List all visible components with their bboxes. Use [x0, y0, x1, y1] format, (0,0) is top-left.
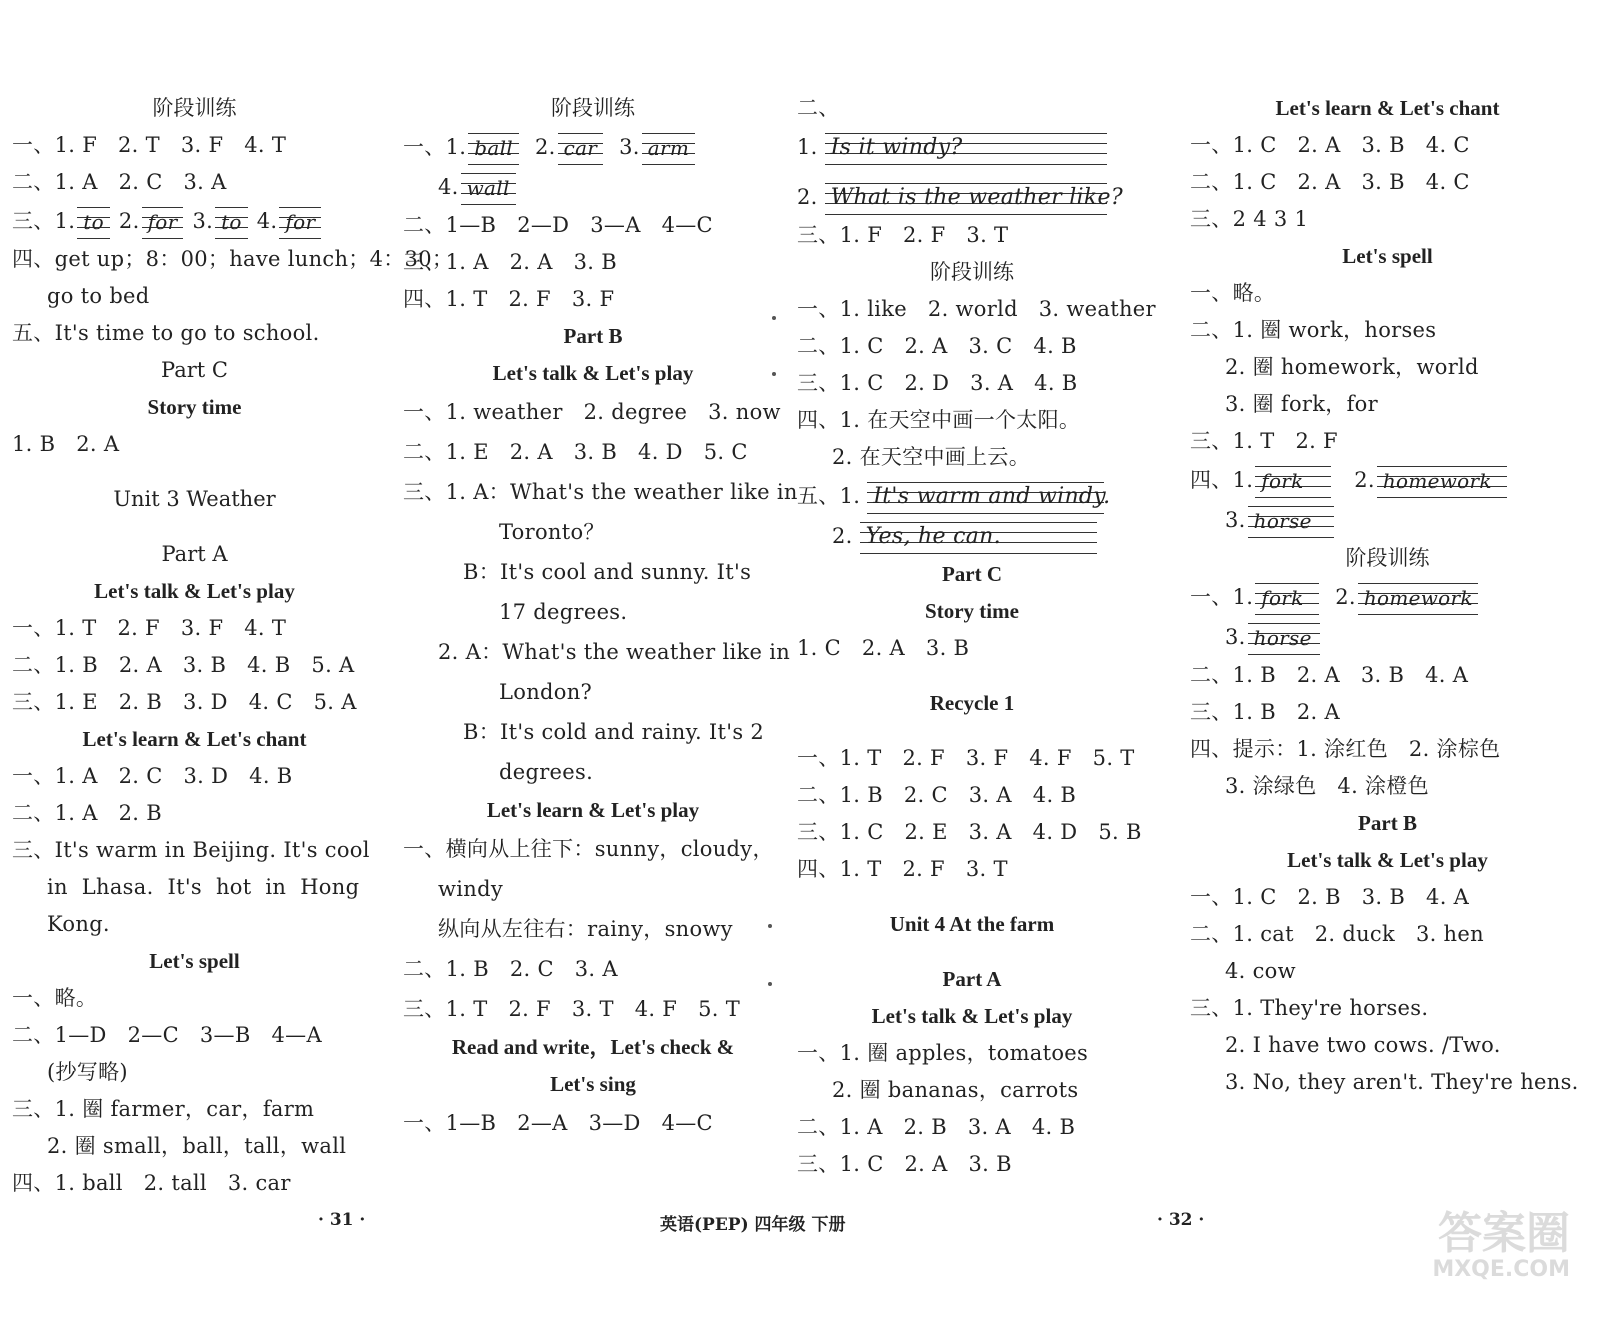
handwritten-sentence: What is the weather like?	[825, 183, 1107, 215]
answer-line-handwriting	[797, 516, 1147, 556]
answer-line: 二、1. A 2. B 3. A 4. B	[797, 1115, 1076, 1139]
part-heading: Part A	[161, 542, 228, 566]
handwritten-word: to	[77, 207, 110, 239]
answer-line: 一、1. C 2. A 3. B 4. C	[1190, 133, 1470, 157]
answer-line: degrees.	[499, 760, 594, 784]
handwritten-word: for	[142, 207, 184, 239]
page-number-right: · 32 ·	[1157, 1210, 1205, 1230]
answer-line: 四、1. 在天空中画一个太阳。	[797, 408, 1081, 432]
answer-line: 一、略。	[12, 986, 98, 1010]
unit-heading: Unit 3 Weather	[113, 487, 276, 511]
answer-line-handwriting	[1190, 617, 1585, 657]
answer-line: 三、1. F 2. F 3. T	[797, 223, 1009, 247]
section-heading: 阶段训练	[551, 96, 635, 120]
column-2	[403, 90, 798, 1143]
answer-line: 4. cow	[1225, 959, 1296, 983]
answer-line: 二、1. C 2. A 3. B 4. C	[1190, 170, 1470, 194]
part-heading: Part B	[1358, 811, 1417, 835]
part-heading: Part C	[161, 358, 228, 382]
handwritten-word: horse	[1248, 623, 1320, 655]
line-prefix: 一、1.	[1190, 585, 1254, 609]
answer-line: 3. No, they aren't. They're hens.	[1225, 1070, 1579, 1094]
item-number: 4.	[438, 175, 459, 199]
answer-line: 四、1. T 2. F 3. T	[797, 857, 1008, 881]
answer-line-handwriting	[797, 177, 1147, 217]
answer-line: 二、1. C 2. A 3. C 4. B	[797, 334, 1077, 358]
answer-line: 三、It's warm in Beijing. It's cool	[12, 838, 370, 862]
handwritten-sentence: It's warm and windy.	[867, 482, 1104, 514]
margin-dot	[768, 982, 772, 986]
answer-line-handwriting	[797, 127, 1147, 167]
column-1	[12, 90, 454, 1202]
item-number: 4.	[256, 209, 278, 233]
answer-line: London?	[499, 680, 593, 704]
margin-dot	[772, 316, 776, 320]
section-heading: 阶段训练	[1345, 546, 1430, 570]
answer-line: 2. 圈 bananas，carrots	[832, 1078, 1079, 1102]
answer-line: 2. 圈 small，ball，tall，wall	[47, 1134, 347, 1158]
answer-line: in Lhasa. It's hot in Hong	[47, 875, 360, 899]
answer-line: 三、1. A 2. A 3. B	[403, 250, 617, 274]
answer-line: (抄写略)	[47, 1060, 128, 1084]
answer-line: 一、1—B 2—A 3—D 4—C	[403, 1111, 713, 1135]
answer-line: 二、1. B 2. C 3. A 4. B	[797, 783, 1077, 807]
answer-line: 四、1. T 2. F 3. F	[403, 287, 615, 311]
section-heading: Let's learn & Let's chant	[82, 727, 307, 751]
section-heading: Let's spell	[1342, 244, 1433, 268]
section-heading: Let's learn & Let's play	[486, 798, 700, 822]
answer-line: 四、1. ball 2. tall 3. car	[12, 1171, 291, 1195]
answer-line: 三、1. 圈 farmer，car，farm	[12, 1097, 315, 1121]
answer-line-handwriting	[403, 167, 783, 207]
item-number: 3.	[1225, 508, 1246, 532]
handwritten-word: fork	[1255, 583, 1319, 615]
item-number: 2.	[534, 135, 556, 159]
answer-line: 1. C 2. A 3. B	[797, 636, 970, 660]
answer-line: 二、1. B 2. C 3. A	[403, 957, 618, 981]
handwritten-word: wall	[461, 173, 516, 205]
answer-line-handwriting	[1190, 577, 1585, 617]
section-heading: Let's talk & Let's play	[871, 1004, 1073, 1028]
answer-line: 一、1. A 2. C 3. D 4. B	[12, 764, 293, 788]
handwritten-word: horse	[1248, 506, 1334, 538]
section-heading: Story time	[925, 599, 1019, 623]
answer-line: 2. I have two cows. /Two.	[1225, 1033, 1501, 1057]
line-prefix: 一、1.	[403, 135, 467, 159]
section-heading: Story time	[147, 395, 242, 419]
answer-line: 三、1. C 2. D 3. A 4. B	[797, 371, 1078, 395]
section-heading: Let's talk & Let's play	[1287, 848, 1488, 872]
answer-line: 1. B 2. A	[12, 432, 120, 456]
answer-line: 一、略。	[1190, 281, 1276, 305]
section-heading: Read and write，Let's check &	[451, 1035, 735, 1059]
answer-line: 二、	[797, 96, 840, 120]
answer-line-handwriting	[1190, 460, 1585, 500]
answer-line: 三、1. E 2. B 3. D 4. C 5. A	[12, 690, 357, 714]
column-3	[797, 90, 1156, 1183]
answer-line: 17 degrees.	[499, 600, 628, 624]
answer-line: 二、1. B 2. A 3. B 4. A	[1190, 663, 1469, 687]
answer-line: 二、1—B 2—D 3—A 4—C	[403, 213, 713, 237]
handwritten-word: fork	[1255, 466, 1331, 498]
answer-line: 二、1. A 2. C 3. A	[12, 170, 227, 194]
margin-dot	[772, 372, 776, 376]
answer-line: 一、1. 圈 apples，tomatoes	[797, 1041, 1089, 1065]
answer-line: 3. 圈 fork，for	[1225, 392, 1378, 416]
answer-line: 一、1. C 2. B 3. B 4. A	[1190, 885, 1470, 909]
handwritten-word: for	[279, 207, 321, 239]
section-heading: Recycle 1	[929, 691, 1015, 715]
section-heading: 阶段训练	[152, 96, 237, 120]
answer-line: 二、1. 圈 work，horses	[1190, 318, 1437, 342]
answer-line: 一、1. like 2. world 3. weather	[797, 297, 1156, 321]
answer-line: 二、1. A 2. B	[12, 801, 162, 825]
answer-line: 四、get up；8：00；have lunch；4：30；	[12, 247, 454, 271]
item-number: 1.	[797, 135, 818, 159]
section-heading: Let's learn & Let's chant	[1275, 96, 1500, 120]
answer-line: 一、1. T 2. F 3. F 4. F 5. T	[797, 746, 1135, 770]
answer-line: 一、横向从上往下：sunny，cloudy，	[403, 837, 774, 861]
section-heading: Let's sing	[550, 1072, 636, 1096]
line-prefix: 四、1.	[1190, 468, 1254, 492]
section-heading: Let's talk & Let's play	[492, 361, 694, 385]
handwritten-word: homework	[1377, 466, 1507, 498]
part-heading: Part C	[941, 562, 1003, 586]
answer-line: 二、1. cat 2. duck 3. hen	[1190, 922, 1484, 946]
line-prefix: 五、1.	[797, 484, 861, 508]
handwritten-word: car	[558, 133, 604, 165]
answer-line: 二、1—D 2—C 3—B 4—A	[12, 1023, 322, 1047]
handwritten-word: homework	[1358, 583, 1478, 615]
answer-line: 三、1. T 2. F	[1190, 429, 1338, 453]
item-number: 3.	[1225, 625, 1246, 649]
answer-line: 三、1. A：What's the weather like in	[403, 480, 798, 504]
part-heading: Part B	[563, 324, 623, 348]
answer-line: 三、2 4 3 1	[1190, 207, 1309, 231]
answer-line: 3. 涂绿色 4. 涂橙色	[1225, 774, 1429, 798]
answer-line: 2. 在天空中画上云。	[832, 445, 1031, 469]
margin-dot	[768, 924, 772, 928]
handwritten-word: to	[215, 207, 248, 239]
answer-line: windy	[438, 877, 504, 901]
item-number: 2.	[1354, 468, 1375, 492]
part-heading: Part A	[942, 967, 1002, 991]
answer-line: 2. A：What's the weather like in	[438, 640, 791, 664]
answer-line: 一、1. F 2. T 3. F 4. T	[12, 133, 287, 157]
answer-line-handwriting	[12, 201, 377, 241]
watermark-line2: MXQE.COM	[1432, 1257, 1570, 1282]
item-number: 3.	[192, 209, 214, 233]
answer-line: 三、1. B 2. A	[1190, 700, 1340, 724]
answer-line-handwriting	[797, 476, 1147, 516]
item-number: 2.	[832, 524, 853, 548]
handwritten-word: ball	[468, 133, 519, 165]
answer-line: 三、1. They're horses.	[1190, 996, 1429, 1020]
answer-line-handwriting	[403, 127, 783, 167]
section-heading: 阶段训练	[930, 260, 1014, 284]
answer-line: 三、1. C 2. A 3. B	[797, 1152, 1012, 1176]
answer-line: 四、提示：1. 涂红色 2. 涂棕色	[1190, 737, 1501, 761]
watermark-logo	[1380, 1208, 1570, 1291]
book-title-footer: 英语(PEP) 四年级 下册	[660, 1215, 846, 1235]
answer-line: Toronto？	[499, 520, 605, 544]
item-number: 2.	[1335, 585, 1356, 609]
unit-heading: Unit 4 At the farm	[889, 912, 1055, 936]
answer-line: 五、It's time to go to school.	[12, 321, 320, 345]
handwritten-word: arm	[642, 133, 695, 165]
handwritten-sentence: Is it windy?	[825, 133, 1107, 165]
answer-line: 三、1. T 2. F 3. T 4. F 5. T	[403, 997, 741, 1021]
column-4	[1190, 90, 1585, 1101]
answer-line: 一、1. T 2. F 3. F 4. T	[12, 616, 287, 640]
answer-line-handwriting	[1190, 500, 1585, 540]
section-heading: Let's talk & Let's play	[94, 579, 295, 603]
watermark-line1: 答案圈	[1438, 1208, 1570, 1259]
item-number: 2.	[797, 185, 818, 209]
page-number-left: · 31 ·	[318, 1210, 366, 1230]
answer-line: 一、1. weather 2. degree 3. now	[403, 400, 781, 424]
answer-line: B：It's cold and rainy. It's 2	[463, 720, 765, 744]
section-heading: Let's spell	[149, 949, 240, 973]
answer-line: go to bed	[47, 284, 150, 308]
line-prefix: 三、1.	[12, 209, 76, 233]
item-number: 2.	[118, 209, 140, 233]
answer-line: 2. 圈 homework，world	[1225, 355, 1479, 379]
answer-line: 纵向从左往右：rainy，snowy	[438, 917, 733, 941]
answer-line: 三、1. C 2. E 3. A 4. D 5. B	[797, 820, 1142, 844]
item-number: 3.	[619, 135, 640, 159]
answer-line: 二、1. E 2. A 3. B 4. D 5. C	[403, 440, 748, 464]
answer-line: Kong.	[47, 912, 110, 936]
answer-line: 二、1. B 2. A 3. B 4. B 5. A	[12, 653, 355, 677]
handwritten-sentence: Yes, he can.	[860, 522, 1097, 554]
answer-line: B：It's cool and sunny. It's	[463, 560, 752, 584]
